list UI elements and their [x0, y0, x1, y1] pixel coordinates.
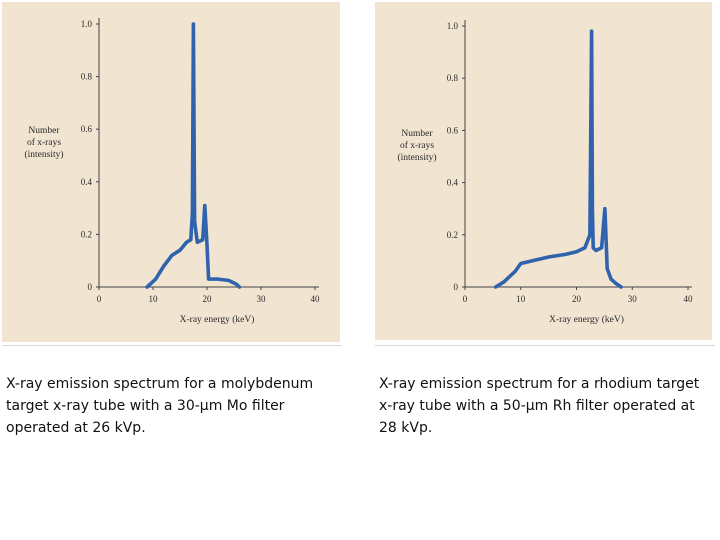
x-tick-label: 0	[96, 294, 102, 304]
y-axis-title-line: (intensity)	[24, 150, 64, 160]
divider-left	[2, 345, 342, 346]
chart-panel-molybdenum	[2, 2, 340, 342]
y-tick-label: 0.2	[80, 229, 92, 240]
x-tick-label: 40	[310, 294, 320, 304]
y-tick-label: 0	[87, 282, 92, 292]
x-tick-label: 0	[462, 294, 468, 304]
caption-molybdenum: X-ray emission spectrum for a molybdenum target x-ray tube with a 30-µm Mo filter operated at 26 kVp.	[6, 376, 314, 436]
y-axis-title-line: (intensity)	[397, 153, 437, 163]
y-tick-label: 0.8	[80, 71, 92, 82]
x-tick-label: 10	[516, 294, 526, 304]
spectrum-line	[496, 31, 621, 287]
x-tick-label: 40	[683, 294, 693, 304]
y-tick-label: 0.4	[80, 176, 92, 187]
spectrum-line	[147, 24, 239, 287]
chart-rhodium	[375, 2, 712, 340]
y-tick-label: 1.0	[446, 21, 458, 31]
caption-rhodium: X-ray emission spectrum for a rhodium target x-ray tube with a 50-µm Rh filter operated at 28 kVp.	[379, 376, 700, 436]
y-tick-label: 0.2	[446, 229, 458, 240]
y-axis-title-line: Number	[401, 129, 433, 139]
y-axis-title-line: Number	[28, 126, 60, 136]
chart-panel-rhodium	[375, 2, 712, 340]
y-tick-label: 0.8	[446, 73, 458, 84]
y-tick-label: 0.6	[446, 125, 458, 136]
x-tick-label: 30	[256, 294, 266, 304]
divider-right	[375, 345, 715, 346]
y-tick-label: 0.4	[446, 177, 458, 188]
x-tick-label: 20	[572, 294, 581, 304]
x-tick-label: 10	[148, 294, 158, 304]
x-axis-title: X-ray energy (keV)	[179, 315, 255, 325]
chart-molybdenum	[2, 2, 340, 342]
x-tick-label: 20	[202, 294, 212, 304]
x-tick-label: 30	[627, 294, 637, 304]
y-tick-label: 0	[453, 282, 458, 292]
y-axis-title-line: of x-rays	[26, 138, 62, 148]
y-axis-title-line: of x-rays	[399, 141, 435, 151]
y-tick-label: 1.0	[80, 19, 92, 29]
x-axis-title: X-ray energy (keV)	[549, 315, 624, 325]
y-tick-label: 0.6	[80, 124, 92, 135]
